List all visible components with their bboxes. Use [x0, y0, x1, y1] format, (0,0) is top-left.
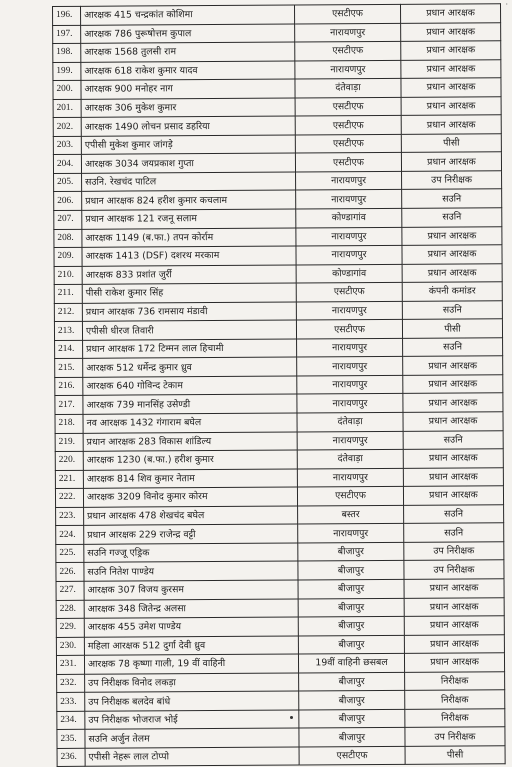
unit-cell: एसटीएफ	[299, 746, 405, 765]
serial-number-cell: 236.	[57, 748, 85, 767]
unit-cell: बीजापुर	[298, 579, 404, 598]
serial-number-cell: 221.	[55, 470, 83, 489]
name-cell: आरक्षक 78 कृष्णा गाली, 19 वीं वाहिनी	[84, 654, 298, 674]
serial-number-cell: 198.	[53, 43, 81, 62]
rank-cell: प्रधान आरक्षक	[404, 597, 504, 616]
serial-number-cell: 203.	[53, 136, 81, 155]
name-cell: उप निरीक्षक विनोद लकड़ा	[85, 673, 299, 693]
unit-cell: नारायणपुर	[296, 245, 402, 264]
name-cell: सउनि गज्जू एड्रिक	[84, 543, 298, 563]
unit-cell: एसटीएफ	[295, 97, 401, 116]
unit-cell: बीजापुर	[299, 691, 405, 710]
serial-number-cell: 204.	[53, 155, 81, 174]
serial-number-cell: 220.	[55, 451, 83, 470]
unit-cell: बस्तर	[298, 505, 404, 524]
rank-cell: प्रधान आरक्षक	[404, 634, 504, 653]
unit-cell: बीजापुर	[299, 672, 405, 691]
serial-number-cell: 201.	[53, 99, 81, 118]
rank-cell: सउनि	[402, 189, 502, 208]
name-cell: उप निरीक्षक बलदेव बांधे	[85, 691, 299, 711]
rank-cell: प्रधान आरक्षक	[402, 226, 502, 245]
rank-cell: पीसी	[402, 319, 502, 338]
rank-cell: निरीक्षक	[405, 709, 505, 728]
table-row	[53, 78, 501, 99]
unit-cell: बीजापुर	[298, 542, 404, 561]
table-row	[53, 59, 501, 80]
table-row	[55, 375, 503, 396]
table-row	[57, 746, 505, 767]
name-cell: आरक्षक 3209 विनोद कुमार कोरम	[83, 487, 297, 507]
unit-cell: नारायणपुर	[296, 190, 402, 209]
serial-number-cell: 234.	[57, 711, 85, 730]
unit-cell: बीजापुर	[298, 561, 404, 580]
name-cell: आरक्षक 307 विजय कुरसम	[84, 580, 298, 600]
table-row	[55, 412, 503, 433]
table-row	[56, 542, 504, 563]
table-row	[54, 245, 502, 266]
rank-cell: निरीक्षक	[405, 690, 505, 709]
table-row	[53, 152, 501, 173]
name-cell: प्रधान आरक्षक 283 विकास शांडिल्य	[83, 432, 297, 452]
table-row	[54, 226, 502, 247]
table-row	[55, 486, 503, 507]
serial-number-cell: 214.	[55, 340, 83, 359]
name-cell: प्रधान आरक्षक 824 हरीश कुमार कचलाम	[82, 190, 296, 210]
table-row	[55, 393, 503, 414]
rank-cell: पीसी	[405, 746, 505, 765]
name-cell: सउनि अर्जुन तेलम	[85, 728, 299, 748]
serial-number-cell: 213.	[54, 322, 82, 341]
unit-cell: एसटीएफ	[297, 487, 403, 506]
serial-number-cell: 215.	[55, 359, 83, 378]
unit-cell: नारायणपुर	[297, 431, 403, 450]
unit-cell: एसटीएफ	[295, 153, 401, 172]
rank-cell: उप निरीक्षक	[404, 560, 504, 579]
unit-cell: नारायणपुर	[297, 338, 403, 357]
rank-cell: प्रधान आरक्षक	[401, 41, 501, 60]
serial-number-cell: 219.	[55, 433, 83, 452]
unit-cell: नारायणपुर	[295, 60, 401, 79]
name-cell: एपीसी मुकेश कुमार जांगड़े	[81, 135, 295, 155]
unit-cell: एसटीएफ	[295, 116, 401, 135]
rank-cell: प्रधान आरक्षक	[403, 486, 503, 505]
unit-cell: कोण्डागांव	[296, 208, 402, 227]
rank-cell: प्रधान आरक्षक	[403, 393, 503, 412]
name-cell: आरक्षक 306 मुकेश कुमार	[81, 98, 295, 118]
rank-cell: प्रधान आरक्षक	[402, 245, 502, 264]
unit-cell: 19वीं वाहिनी छसबल	[298, 653, 404, 672]
name-cell: आरक्षक 415 चन्द्रकांत कोशिमा	[81, 5, 295, 25]
unit-cell: नारायणपुर	[296, 301, 402, 320]
serial-number-cell: 207.	[54, 210, 82, 229]
serial-number-cell: 232.	[57, 674, 85, 693]
rank-cell: प्रधान आरक्षक	[400, 4, 500, 23]
table-row	[56, 653, 504, 674]
rank-cell: प्रधान आरक्षक	[401, 152, 501, 171]
serial-number-cell: 229.	[56, 618, 84, 637]
table-row	[53, 115, 501, 136]
name-cell: एपीसी नेहरू लाल टोप्पो	[85, 747, 299, 767]
roster-body	[53, 4, 506, 767]
serial-number-cell: 226.	[56, 563, 84, 582]
serial-number-cell: 222.	[55, 489, 83, 508]
table-row	[57, 727, 505, 748]
serial-number-cell: 228.	[56, 600, 84, 619]
unit-cell: एसटीएफ	[296, 283, 402, 302]
rank-cell: प्रधान आरक्षक	[403, 449, 503, 468]
rank-cell: पीसी	[401, 134, 501, 153]
serial-number-cell: 230.	[56, 637, 84, 656]
name-cell: सउनि. रेखचंद पाटिल	[82, 172, 296, 192]
name-cell: आरक्षक 455 उमेश पाण्डेय	[84, 617, 298, 637]
rank-cell: उप निरीक्षक	[404, 542, 504, 561]
serial-number-cell: 224.	[56, 526, 84, 545]
rank-cell: प्रधान आरक्षक	[404, 579, 504, 598]
rank-cell: सउनि	[403, 430, 503, 449]
unit-cell: एसटीएफ	[295, 41, 401, 60]
name-cell: आरक्षक 900 मनोहर नाग	[81, 79, 295, 99]
table-row	[54, 171, 502, 192]
serial-number-cell: 200.	[53, 81, 81, 100]
serial-number-cell: 225.	[56, 544, 84, 563]
name-cell: आरक्षक 1413 (DSF) दशरथ मरकाम	[82, 246, 296, 266]
unit-cell: दंतेवाड़ा	[297, 412, 403, 431]
unit-cell: एसटीएफ	[295, 134, 401, 153]
rank-cell: प्रधान आरक्षक	[401, 59, 501, 78]
serial-number-cell: 209.	[54, 247, 82, 266]
name-cell: प्रधान आरक्षक 229 राजेन्द्र वट्टी	[84, 524, 298, 544]
name-cell: प्रधान आरक्षक 736 रामसाय मंडावी	[82, 302, 296, 322]
unit-cell: नारायणपुर	[297, 394, 403, 413]
unit-cell: बीजापुर	[299, 728, 405, 747]
serial-number-cell: 231.	[56, 655, 84, 674]
unit-cell: नारायणपुर	[296, 171, 402, 190]
serial-number-cell: 212.	[54, 303, 82, 322]
name-cell: आरक्षक 814 शिव कुमार नेताम	[83, 469, 297, 489]
name-cell: प्रधान आरक्षक 121 रजनू सलाम	[82, 209, 296, 229]
serial-number-cell: 211.	[54, 285, 82, 304]
unit-cell: एसटीएफ	[294, 4, 400, 23]
name-cell: प्रधान आरक्षक 172 टिम्मन लाल हिचामी	[83, 339, 297, 359]
rank-cell: प्रधान आरक्षक	[401, 78, 501, 97]
rank-cell: प्रधान आरक्षक	[401, 22, 501, 41]
serial-number-cell: 205.	[54, 173, 82, 192]
rank-cell: सउनि	[403, 338, 503, 357]
rank-cell: प्रधान आरक्षक	[404, 616, 504, 635]
name-cell: आरक्षक 1568 तुलसी राम	[81, 42, 295, 62]
unit-cell: दंतेवाड़ा	[295, 79, 401, 98]
promotion-roster-table	[52, 3, 506, 767]
serial-number-cell: 208.	[54, 229, 82, 248]
name-cell: आरक्षक 618 राकेश कुमार यादव	[81, 61, 295, 81]
name-cell: आरक्षक 833 प्रशांत जुर्री	[82, 265, 296, 285]
unit-cell: नारायणपुर	[296, 227, 402, 246]
serial-number-cell: 217.	[55, 396, 83, 415]
unit-cell: नारायणपुर	[295, 23, 401, 42]
unit-cell: नारायणपुर	[297, 375, 403, 394]
unit-cell: कोण्डागांव	[296, 264, 402, 283]
unit-cell: एसटीएफ	[296, 320, 402, 339]
serial-number-cell: 202.	[53, 118, 81, 137]
rank-cell: प्रधान आरक्षक	[404, 653, 504, 672]
table-row	[54, 263, 502, 284]
table-row	[54, 282, 502, 303]
serial-number-cell: 235.	[57, 730, 85, 749]
rank-cell: उप निरीक्षक	[402, 171, 502, 190]
rank-cell: प्रधान आरक्षक	[402, 263, 502, 282]
corner-mark: ·	[505, 0, 508, 9]
rank-cell: प्रधान आरक्षक	[403, 412, 503, 431]
rank-cell: निरीक्षक	[405, 671, 505, 690]
table-row	[53, 41, 501, 62]
rank-cell: प्रधान आरक्षक	[401, 96, 501, 115]
table-row	[56, 579, 504, 600]
serial-number-cell: 233.	[57, 693, 85, 712]
name-cell: आरक्षक 1149 (ब.फा.) तपन कोर्राम	[82, 228, 296, 248]
name-cell: आरक्षक 348 जितेन्द्र अलसा	[84, 599, 298, 619]
serial-number-cell: 218.	[55, 414, 83, 433]
name-cell: आरक्षक 739 मानसिंह उसेण्डी	[83, 394, 297, 414]
unit-cell: बीजापुर	[298, 635, 404, 654]
name-cell: आरक्षक 1230 (ब.फा.) हरीश कुमार	[83, 450, 297, 470]
name-cell: आरक्षक 1490 लोचन प्रसाद डहरिया	[81, 116, 295, 136]
name-cell: आरक्षक 640 गोविन्द टेकाम	[83, 376, 297, 396]
serial-number-cell: 223.	[56, 507, 84, 526]
rank-cell: सउनि	[402, 301, 502, 320]
unit-cell: बीजापुर	[298, 598, 404, 617]
name-cell: पीसी राकेश कुमार सिंह	[82, 283, 296, 303]
rank-cell: प्रधान आरक्षक	[401, 115, 501, 134]
rank-cell: प्रधान आरक्षक	[403, 467, 503, 486]
unit-cell: दंतेवाड़ा	[297, 449, 403, 468]
unit-cell: नारायणपुर	[297, 468, 403, 487]
serial-number-cell: 196.	[53, 6, 81, 25]
name-cell: आरक्षक 512 धर्मेन्द्र कुमार ध्रुव	[83, 357, 297, 377]
name-cell: आरक्षक 786 पुरूषोत्तम कुपाल	[81, 24, 295, 44]
rank-cell: कंपनी कमांडर	[402, 282, 502, 301]
table-row	[53, 4, 501, 25]
table-row	[55, 449, 503, 470]
name-cell: उप निरीक्षक भोजराज भोई	[85, 710, 299, 730]
table-row	[56, 597, 504, 618]
page-dot-mark	[290, 716, 293, 719]
table-row	[53, 96, 501, 117]
table-row	[56, 616, 504, 637]
name-cell: नव आरक्षक 1432 गंगाराम बघेल	[83, 413, 297, 433]
serial-number-cell: 197.	[53, 25, 81, 44]
serial-number-cell: 210.	[54, 266, 82, 285]
unit-cell: बीजापुर	[299, 709, 405, 728]
rank-cell: सउनि	[404, 505, 504, 524]
serial-number-cell: 199.	[53, 62, 81, 81]
name-cell: महिला आरक्षक 512 दुर्गा देवी ध्रुव	[84, 636, 298, 656]
table-row	[53, 22, 501, 43]
rank-cell: सउनि	[404, 523, 504, 542]
serial-number-cell: 206.	[54, 192, 82, 211]
name-cell: आरक्षक 3034 जयप्रकाश गुप्ता	[81, 153, 295, 173]
unit-cell: बीजापुर	[298, 616, 404, 635]
serial-number-cell: 227.	[56, 581, 84, 600]
table-row	[56, 560, 504, 581]
unit-cell: नारायणपुर	[297, 357, 403, 376]
rank-cell: प्रधान आरक्षक	[403, 356, 503, 375]
name-cell: प्रधान आरक्षक 478 शेखचंद बघेल	[84, 506, 298, 526]
name-cell: सउनि नितेश पाण्डेय	[84, 561, 298, 581]
table-row	[55, 467, 503, 488]
serial-number-cell: 216.	[55, 377, 83, 396]
unit-cell: नारायणपुर	[298, 524, 404, 543]
name-cell: एपीसी धीरज तिवारी	[82, 320, 296, 340]
rank-cell: सउनि	[402, 208, 502, 227]
rank-cell: उप निरीक्षक	[405, 727, 505, 746]
table-row	[55, 356, 503, 377]
table-row	[56, 634, 504, 655]
rank-cell: प्रधान आरक्षक	[403, 375, 503, 394]
